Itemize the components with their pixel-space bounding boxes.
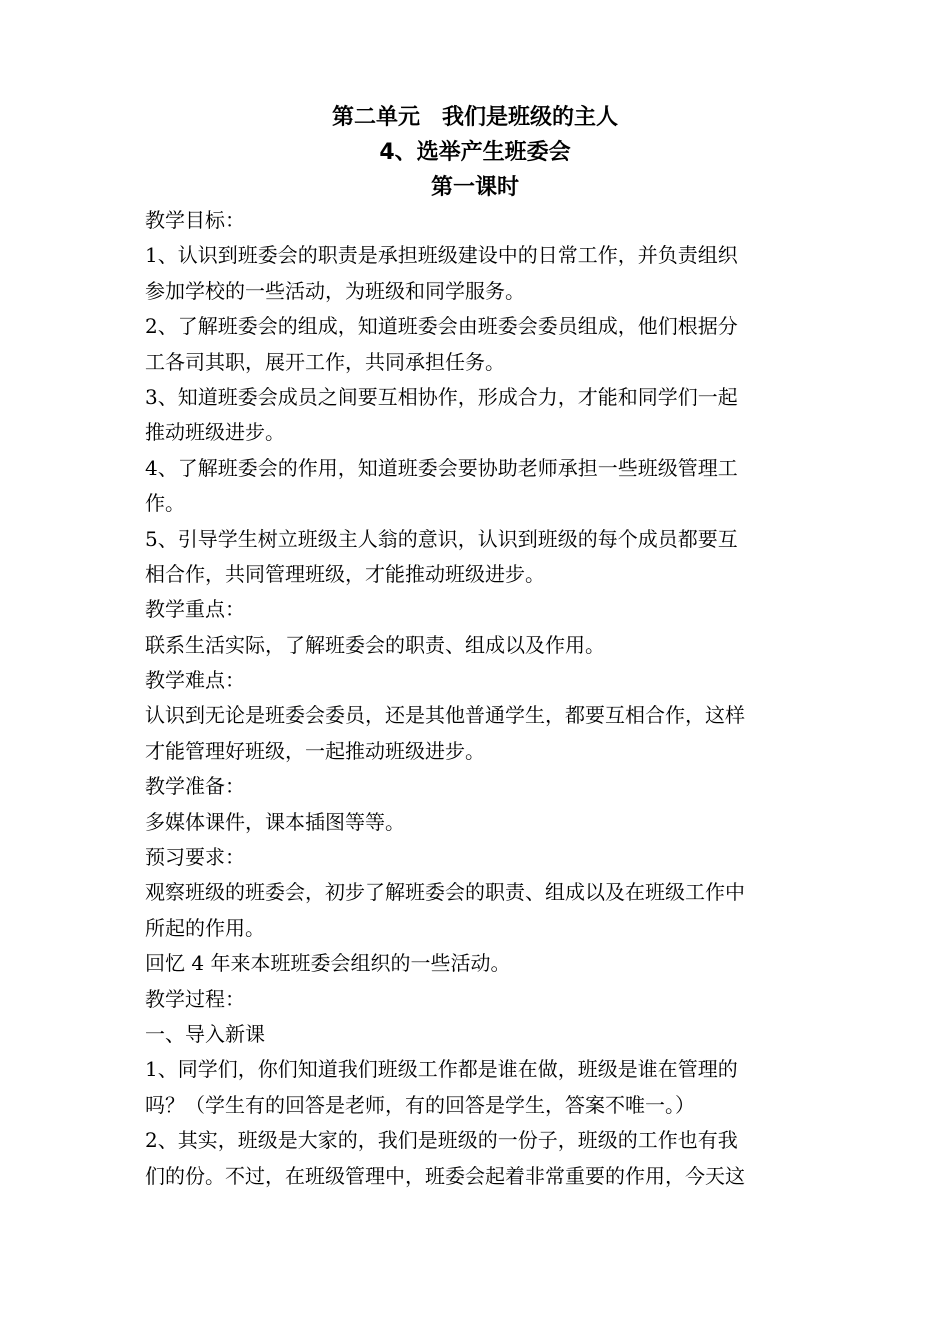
text-line: 参加学校的一些活动，为班级和同学服务。 — [145, 278, 525, 303]
text-line: 1、认识到班委会的职责是承担班级建设中的日常工作，并负责组织 — [145, 243, 738, 268]
text-line: 3、知道班委会成员之间要互相协作，形成合力，才能和同学们一起 — [145, 384, 738, 409]
text-line: 作。 — [145, 491, 185, 516]
section-heading-key-points: 教学重点： — [145, 597, 245, 622]
section-heading-difficulties: 教学难点： — [145, 668, 245, 693]
text-line: 多媒体课件，课本插图等等。 — [145, 809, 405, 834]
text-line: 才能管理好班级，一起推动班级进步。 — [145, 738, 485, 763]
section-heading-preview: 预习要求： — [145, 845, 245, 870]
text-line: 所起的作用。 — [145, 915, 265, 940]
subsection-heading: 一、导入新课 — [145, 1021, 265, 1046]
section-heading-objectives: 教学目标： — [145, 208, 245, 232]
text-line: 工各司其职，展开工作，共同承担任务。 — [145, 349, 505, 374]
title-block — [0, 100, 950, 205]
text-line: 相合作，共同管理班级，才能推动班级进步。 — [145, 561, 545, 586]
period-title: 第一课时 — [430, 175, 519, 200]
body-text — [145, 203, 825, 1194]
text-line: 5、引导学生树立班级主人翁的意识，认识到班级的每个成员都要互 — [145, 526, 738, 551]
text-line: 2、其实，班级是大家的，我们是班级的一份子，班级的工作也有我 — [145, 1128, 738, 1153]
unit-title: 第二单元 我们是班级的主人 — [331, 105, 618, 130]
text-line: 认识到无论是班委会委员，还是其他普通学生，都要互相合作，这样 — [145, 703, 745, 728]
text-line: 4、了解班委会的作用，知道班委会要协助老师承担一些班级管理工 — [145, 455, 738, 480]
text-line: 联系生活实际，了解班委会的职责、组成以及作用。 — [145, 632, 605, 657]
text-line: 观察班级的班委会，初步了解班委会的职责、组成以及在班级工作中 — [145, 880, 745, 905]
section-heading-process: 教学过程： — [145, 986, 245, 1011]
text-line: 吗？（学生有的回答是老师，有的回答是学生，答案不唯一。） — [145, 1092, 695, 1117]
section-heading-preparation: 教学准备： — [145, 774, 245, 799]
lesson-title: 4、选举产生班委会 — [379, 140, 571, 165]
text-line: 2、了解班委会的组成，知道班委会由班委会委员组成，他们根据分 — [145, 314, 738, 339]
text-line: 1、同学们，你们知道我们班级工作都是谁在做，班级是谁在管理的 — [145, 1057, 738, 1082]
text-line: 回忆 4 年来本班班委会组织的一些活动。 — [145, 951, 511, 976]
text-line: 们的份。不过，在班级管理中，班委会起着非常重要的作用，今天这 — [145, 1163, 745, 1188]
text-line: 推动班级进步。 — [145, 420, 285, 445]
